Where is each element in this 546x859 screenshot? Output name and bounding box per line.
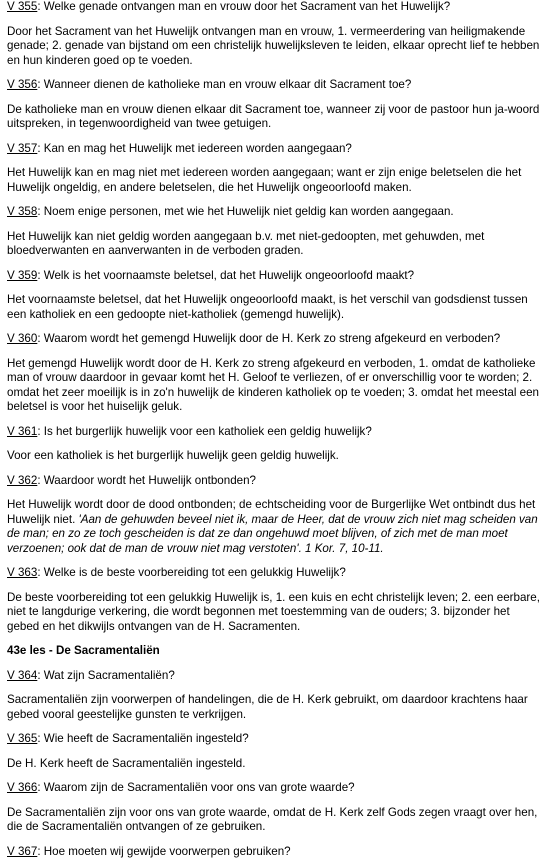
answer — [7, 230, 542, 259]
answer-text: Door het Sacrament van het Huwelijk ontvangen man en vrouw, 1. vermeerdering van heiligmakende genade; 2. genade van bijstand om een christelijk huwelijksleven te leiden, elkaar oprecht lief te hebben en hun kinderen goed op te voeden. — [7, 25, 539, 67]
question-text: : Welke is de beste voorbereiding tot een gelukkig Huwelijk? — [37, 566, 345, 579]
question-number: V 362 — [7, 474, 37, 487]
answer-text: De katholieke man en vrouw dienen elkaar dit Sacrament toe, wanneer zij voor de pastoor hun ja-woord uitspreken, in tegenwoordigheid van twee getuigen. — [7, 103, 539, 131]
answer-text: Het voornaamste beletsel, dat het Huwelijk ongeoorloofd maakt, is het verschil van godsdienst tussen een katholiek en een gedoopte niet-katholiek (gemengd huwelijk). — [7, 293, 528, 321]
answer — [7, 293, 542, 322]
question-number: V 366 — [7, 781, 37, 794]
answer — [7, 693, 542, 722]
question-text: : Hoe moeten wij gewijde voorwerpen gebruiken? — [37, 845, 290, 858]
question-number: V 357 — [7, 142, 37, 155]
question — [7, 474, 542, 489]
answer — [7, 25, 542, 69]
question-text: : Welk is het voornaamste beletsel, dat het Huwelijk ongeoorloofd maakt? — [37, 269, 414, 282]
question — [7, 566, 542, 581]
lesson-heading: 43e les - De Sacramentaliën — [7, 644, 542, 659]
answer-text: De Sacramentaliën zijn voor ons van grote waarde, omdat de H. Kerk zelf Gods zegen vraagt over hen, die de Sacramentaliën ontvangen of ze gebruiken. — [7, 806, 537, 834]
answer-text: Sacramentaliën zijn voorwerpen of handelingen, die de H. Kerk gebruikt, om daardoor krachtens haar gebed vooral geestelijke gunsten te verkrijgen. — [7, 693, 528, 721]
answer — [7, 498, 542, 556]
answer-text: De H. Kerk heeft de Sacramentaliën ingesteld. — [7, 757, 245, 770]
question — [7, 845, 542, 859]
answer — [7, 166, 542, 195]
question — [7, 205, 542, 220]
question-number: V 358 — [7, 205, 37, 218]
question-text: : Wie heeft de Sacramentaliën ingesteld? — [37, 732, 248, 745]
answer-text: Het Huwelijk wordt door de dood ontbonden; de echtscheiding voor de Burgerlijke Wet ontbindt dus het Huwelijk niet. — [7, 498, 535, 526]
answer-text: Voor een katholiek is het burgerlijk huwelijk geen geldig huwelijk. — [7, 449, 339, 462]
question-text: : Wat zijn Sacramentaliën? — [37, 669, 174, 682]
question — [7, 0, 542, 15]
question-number: V 363 — [7, 566, 37, 579]
question — [7, 332, 542, 347]
question-text: : Waarom zijn de Sacramentaliën voor ons van grote waarde? — [37, 781, 354, 794]
answer-text: Het Huwelijk kan en mag niet met iedereen worden aangegaan; want er zijn enige beletselen die het Huwelijk ongeldig, en andere beletselen, die het Huwelijk ongeoorloofd maken. — [7, 166, 521, 194]
question-number: V 356 — [7, 78, 37, 91]
question-text: : Welke genade ontvangen man en vrouw door het Sacrament van het Huwelijk? — [37, 0, 450, 13]
answer — [7, 806, 542, 835]
answer-text: Het gemengd Huwelijk wordt door de H. Kerk zo streng afgekeurd en verboden, 1. omdat de katholieke man of vrouw daardoor in gevaar komt het H. Geloof te verliezen, of er onverschillig voor te worden; 2. omdat het zeer moeilijk is in zo'n huwelijk de kinderen katholiek op te voeden; 3. omdat het meestal een beletsel is voor het huiselijk geluk. — [7, 357, 539, 414]
scripture-quote: 'Aan de gehuwden beveel niet ik, maar de Heer, dat de vrouw zich niet mag scheiden van de man; en zo ze toch gescheiden is dat ze dan ongehuwd moet blijven, of zich met de man moet verzoenen; ook dat de man de vrouw niet mag verstoten'. 1 Kor. 7, 10-11. — [7, 513, 538, 555]
question — [7, 425, 542, 440]
question — [7, 142, 542, 157]
question-number: V 365 — [7, 732, 37, 745]
answer — [7, 103, 542, 132]
question — [7, 781, 542, 796]
question — [7, 732, 542, 747]
question-text: : Waarom wordt het gemengd Huwelijk door de H. Kerk zo streng afgekeurd en verboden? — [37, 332, 500, 345]
question — [7, 78, 542, 93]
question — [7, 269, 542, 284]
question-number: V 367 — [7, 845, 37, 858]
question-number: V 364 — [7, 669, 37, 682]
question-text: : Noem enige personen, met wie het Huwelijk niet geldig kan worden aangegaan. — [37, 205, 453, 218]
question-number: V 361 — [7, 425, 37, 438]
question-number: V 359 — [7, 269, 37, 282]
question-number: V 355 — [7, 0, 37, 13]
question-number: V 360 — [7, 332, 37, 345]
answer — [7, 757, 542, 772]
question-text: : Wanneer dienen de katholieke man en vrouw elkaar dit Sacrament toe? — [37, 78, 411, 91]
answer-text: De beste voorbereiding tot een gelukkig Huwelijk is, 1. een kuis en echt christelijk leven; 2. een eerbare, niet te langdurige verkering, die wordt begonnen met toestemming van de ouders; 3. bijzonder het gebed en het dikwijls ontvangen van de H. Sacramenten. — [7, 591, 540, 633]
question — [7, 669, 542, 684]
question-text: : Kan en mag het Huwelijk met iedereen worden aangegaan? — [37, 142, 352, 155]
question-text: : Is het burgerlijk huwelijk voor een katholiek een geldig huwelijk? — [37, 425, 371, 438]
answer — [7, 357, 542, 415]
answer — [7, 591, 542, 635]
question-text: : Waardoor wordt het Huwelijk ontbonden? — [37, 474, 256, 487]
answer — [7, 449, 542, 464]
answer-text: Het Huwelijk kan niet geldig worden aangegaan b.v. met niet-gedoopten, met gehuwden, met bloedverwanten en aanverwanten in de verboden graden. — [7, 230, 484, 258]
